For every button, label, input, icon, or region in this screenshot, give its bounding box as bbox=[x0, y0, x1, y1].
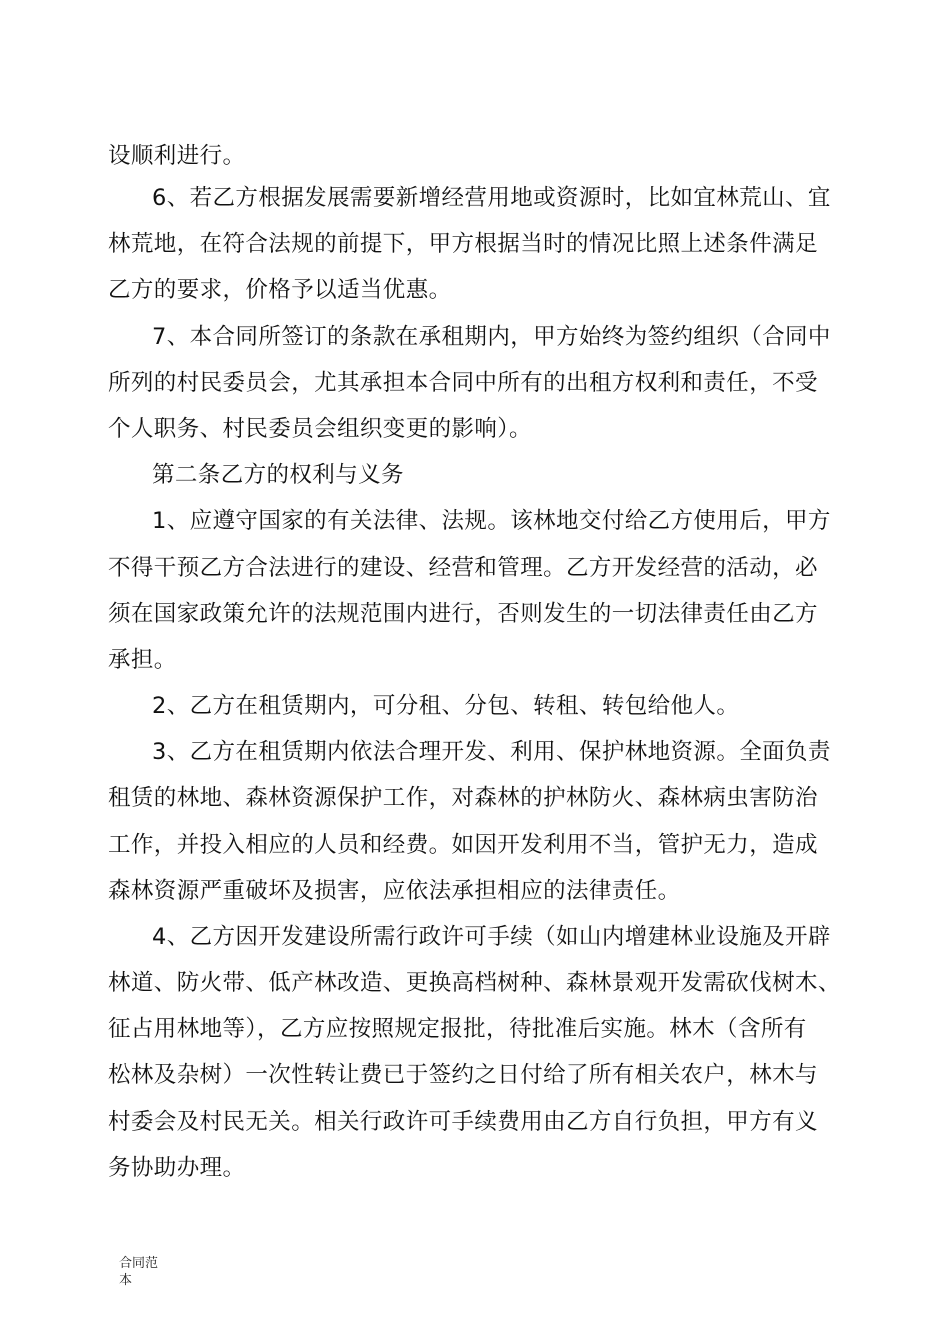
text-line: 松林及杂树）一次性转让费已于签约之日付给了所有相关农户，林木与 bbox=[108, 1062, 818, 1088]
text-line: 个人职务、村民委员会组织变更的影响）。 bbox=[108, 416, 532, 442]
section-heading: 第二条乙方的权利与义务 bbox=[152, 462, 404, 488]
text-line: 征占用林地等），乙方应按照规定报批，待批准后实施。林木（含所有 bbox=[108, 1016, 807, 1042]
text-line: 承担。 bbox=[108, 647, 177, 673]
text-line: 3、乙方在租赁期内依法合理开发、利用、保护林地资源。全面负责 bbox=[152, 739, 831, 765]
text-line: 2、乙方在租赁期内，可分租、分包、转租、转包给他人。 bbox=[152, 693, 740, 719]
text-line: 林道、防火带、低产林改造、更换高档树种、森林景观开发需砍伐树木、 bbox=[108, 970, 841, 996]
text-line: 4、乙方因开发建设所需行政许可手续（如山内增建林业设施及开辟 bbox=[152, 924, 831, 950]
text-line: 所列的村民委员会，尤其承担本合同中所有的出租方权利和责任，不受 bbox=[108, 370, 818, 396]
text-line: 乙方的要求，价格予以适当优惠。 bbox=[108, 277, 452, 303]
text-line: 须在国家政策允许的法规范围内进行，否则发生的一切法律责任由乙方 bbox=[108, 601, 818, 627]
footer-label-line1: 合同范 bbox=[119, 1256, 159, 1271]
text-line: 工作，并投入相应的人员和经费。如因开发利用不当，管护无力，造成 bbox=[108, 832, 818, 858]
text-line: 不得干预乙方合法进行的建设、经营和管理。乙方开发经营的活动，必 bbox=[108, 555, 818, 581]
text-line: 设顺利进行。 bbox=[108, 143, 246, 169]
text-line: 租赁的林地、森林资源保护工作，对森林的护林防火、森林病虫害防治 bbox=[108, 785, 818, 811]
text-line: 务协助办理。 bbox=[108, 1155, 246, 1181]
text-line: 6、若乙方根据发展需要新增经营用地或资源时，比如宜林荒山、宜 bbox=[152, 185, 831, 211]
text-line: 村委会及村民无关。相关行政许可手续费用由乙方自行负担，甲方有义 bbox=[108, 1109, 818, 1135]
footer-label-line2: 本 bbox=[119, 1273, 133, 1288]
text-line: 1、应遵守国家的有关法律、法规。该林地交付给乙方使用后，甲方 bbox=[152, 508, 831, 534]
text-line: 林荒地，在符合法规的前提下，甲方根据当时的情况比照上述条件满足 bbox=[108, 231, 818, 257]
text-line: 森林资源严重破坏及损害，应依法承担相应的法律责任。 bbox=[108, 878, 681, 904]
text-line: 7、本合同所签订的条款在承租期内，甲方始终为签约组织（合同中 bbox=[152, 324, 831, 350]
